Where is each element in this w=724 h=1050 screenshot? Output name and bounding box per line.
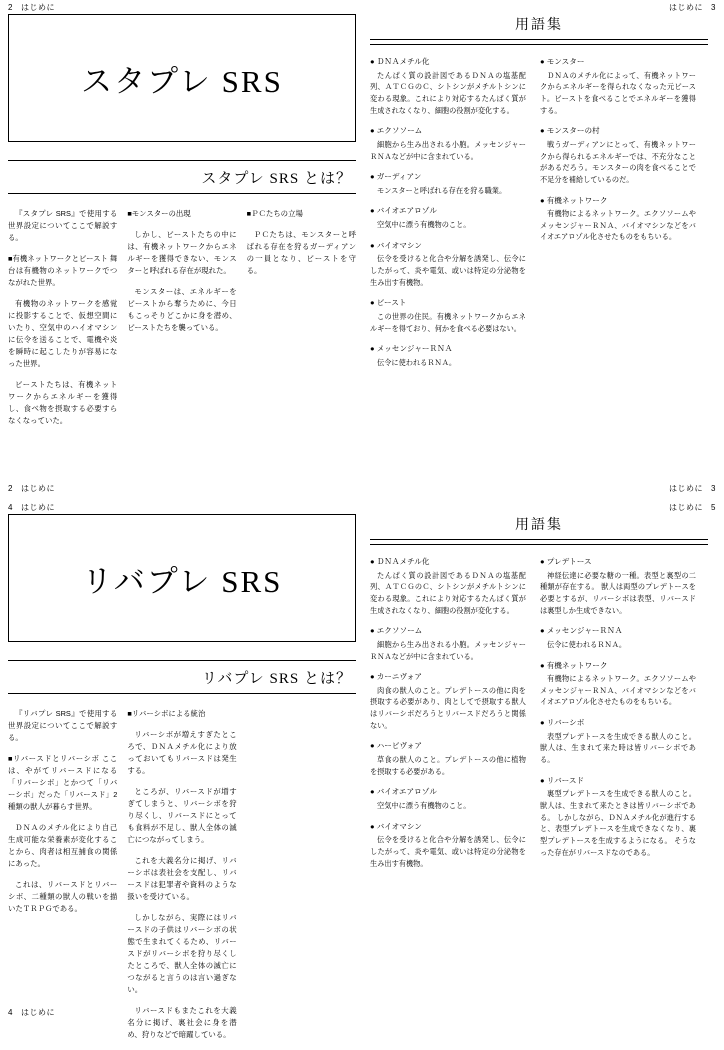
glossary-term: ● ＤＮＡメチル化 (370, 557, 526, 568)
glossary-term: ● ガーディアン (370, 172, 526, 183)
paragraph: ■モンスターの出現 (127, 209, 191, 218)
page1-body-col-1 (8, 208, 117, 436)
glossary-heading-page1: 用語集 (370, 14, 708, 40)
document-page-1 (0, 0, 724, 500)
paragraph: ■リバーシボによる統治 (127, 709, 206, 718)
glossary-term: ● バイオマシン (370, 241, 526, 252)
running-head-left-text-page1: はじめに (20, 3, 55, 12)
running-head-left-text-page2: はじめに (20, 503, 55, 512)
glossary-definition: 裏型プレデトースを生成できる獣人のこと。 獣人は、生まれて来たときは皆リバーシボである。 しかしながら、ＤＮＡメチル化が進行すると、表型プレデトースを生成できなくなり、裏型プレデトースを生成するようになる。 そうなった存在がリバースドなのである。 (540, 789, 696, 857)
paragraph: ＰＣたちは、モンスターと呼ばれる存在を狩るガーディアンの一員となり、ビーストを守る。 (246, 229, 356, 275)
paragraph: リバーシボが増えすぎたところで、ＤＮＡメチル化により放っておいてもリバースドは発生する。 (127, 729, 237, 775)
paragraph: モンスターは、エネルギーをビーストから奪うために、今日もこっそりどこかに身を潜め、ビーストたちを襲っている。 (127, 286, 237, 332)
glossary-definition: 有機物によるネットワーク。エクソソームやメッセンジャーＲＮＡ、バイオマシンなどをバイオエアロゾル化させたものをもちいる。 (540, 674, 696, 707)
paragraph: ■ＰＣたちの立場 (246, 209, 303, 218)
section-heading-page2: リバプレ SRS とは？ (8, 660, 356, 694)
page2-content (8, 514, 716, 1050)
page1-glossary-columns (370, 57, 708, 379)
page1-body-col-2 (127, 208, 236, 436)
page1-glossary-col-2 (540, 57, 696, 379)
page1-body-col-3 (247, 208, 356, 436)
page-number-left-page1: 2 (8, 3, 13, 12)
page-number-left-page2: 4 (8, 503, 13, 512)
page2-glossary-columns (370, 557, 708, 879)
paragraph: ■有機ネットワークとビースト 舞台は有機物のネットワークでつながれた世界。 (8, 253, 118, 287)
glossary-rule-page1 (370, 44, 708, 45)
page-number-right-page1: 3 (711, 3, 716, 12)
running-head-right-page2 (669, 502, 716, 513)
glossary-definition: モンスターと呼ばれる存在を狩る職業。 (377, 185, 507, 195)
title-box-page1 (8, 14, 356, 142)
glossary-definition: 神経伝達に必要な糖の一種。表型と裏型の二種類が存在する。 獣人は両型のプレデトースを必要とするが、リバーシボは表型、リバースドは裏型しか生成できない。 (540, 570, 696, 615)
paragraph: ■リバースドとリバーシボ ここは、やがてリバースドになる「リバーシボ」とかつて「リバーシボ」だった「リバースド」2種類の獣人が暮らす世界。 (8, 753, 118, 811)
paragraph: ＤＮＡのメチル化により自己生成可能な栄養素が変化することから、肉者は相互捕食の関係にあった。 (8, 822, 118, 868)
glossary-definition: 肉食の獣人のこと。プレデトースの他に肉を摂取する必要があり、肉としてで摂取する獣人はリバーシボだろうとリバースドだろうと関係ない。 (370, 685, 526, 730)
glossary-definition: 伝令に使われるＲＮＡ。 (377, 357, 457, 367)
glossary-definition: 戦うガーディアンにとって、有機ネットワークから得られるエネルギーでは、不充分なことがあるだろう。モンスターの肉を食べることで不足分を補給しているのだ。 (540, 139, 696, 184)
glossary-definition: 伝令を受けると化合や分解を誘発し、伝令にしたがって、炎や電気、或いは特定の分泌物を生み出す有機物。 (370, 835, 526, 868)
page2-body-col-3 (247, 708, 356, 1050)
page2-glossary-col-2 (540, 557, 696, 879)
glossary-definition: 空気中に漂う有機物のこと。 (377, 801, 471, 810)
page2-left-column (8, 514, 356, 1050)
glossary-definition: この世界の住民。有機ネットワークからエネルギーを得ており、何かを食べる必要はない。 (370, 311, 526, 333)
glossary-term: ● エクソソーム (370, 626, 526, 637)
glossary-term: ● エクソソーム (370, 126, 526, 137)
paragraph: これは、リバースドとリバーシボ、二種類の獣人の戦いを描いたＴＲＰＧである。 (8, 879, 118, 913)
glossary-term: ● プレデトース (540, 557, 696, 568)
glossary-term: ● ハービヴォア (370, 741, 526, 752)
paragraph: リバースドもまたこれを大義名分に掲げ、裏社会に身を潜め、狩りなどで暗躍している。 (127, 1005, 237, 1039)
glossary-term: ● ビースト (370, 298, 526, 309)
page1-left-column (8, 14, 356, 436)
glossary-term: ● カーニヴォア (370, 672, 526, 683)
page1-content (8, 14, 716, 436)
running-head-left-page1-bottom (8, 483, 55, 494)
glossary-definition: たんぱく質の設計図であるＤＮＡの塩基配列、ＡＴＣＧのＣ、シトシンがメチルトシンに変わる現象。これにより対応するたんぱく質が生成されなくなり、細胞の役割が変化する。 (370, 70, 526, 115)
glossary-definition: 細胞から生み出される小胞。メッセンジャーＲＮＡなどが中に含まれている。 (370, 139, 526, 161)
glossary-definition: 空気中に漂う有機物のこと。 (377, 220, 471, 230)
document-title-page2: リバプレ SRS (81, 563, 283, 599)
page-number-left-page2-bottom: 4 (8, 1008, 13, 1017)
page2-body-col-2 (127, 708, 236, 1050)
paragraph: 有機物のネットワークを感覚に投影することで、仮想空間にいたり、空気中のハイオマシンに伝令を送ることで、電機や炎を瞬時に起こしたりが容易になった世界。 (8, 298, 118, 368)
glossary-definition: 伝令を受けると化合や分解を誘発し、伝令にしたがって、炎や電気、或いは特定の分泌物を生み出す有機物。 (370, 254, 526, 287)
page-number-right-page1-bottom: 3 (711, 484, 716, 493)
page2-glossary-col-1 (370, 557, 526, 879)
glossary-term: ● バイオエアロゾル (370, 206, 526, 217)
page-number-right-page2: 5 (711, 503, 716, 512)
page1-body-columns (8, 208, 356, 436)
running-head-left-page2-bottom (8, 1007, 55, 1018)
page2-right-column (370, 514, 708, 1050)
glossary-definition: たんぱく質の設計図であるＤＮＡの塩基配列、ＡＴＣＧのＣ、シトシンがメチルトシンに変わる現象。これにより対応するたんぱく質が生成されなくなり、細胞の役割が変化する。 (370, 570, 526, 615)
section-heading-page1: スタプレ SRS とは？ (8, 160, 356, 194)
glossary-term: ● モンスター (540, 57, 696, 68)
glossary-heading-page2: 用語集 (370, 514, 708, 540)
document-page-2 (0, 500, 724, 1039)
glossary-definition: 草食の獣人のこと。プレデトースの他に植物を摂取する必要がある。 (370, 755, 526, 776)
running-head-right-page1-bottom (669, 483, 716, 494)
glossary-rule-page2 (370, 544, 708, 545)
paragraph: 『リバプレ SRS』で使用する世界設定についてここで解説する。 (8, 709, 118, 742)
running-head-right-text-page1-bottom: はじめに (669, 484, 704, 493)
glossary-definition: 有機物によるネットワーク。エクソソームやメッセンジャーＲＮＡ、バイオマシンなどをバイオエアロゾル化させたものをもちいる。 (540, 209, 696, 242)
running-head-left-text-page2-bottom: はじめに (20, 1008, 55, 1017)
title-box-page2 (8, 514, 356, 642)
paragraph: ところが、リバースドが増すぎてしまうと、リバーシボを狩り尽くし、リバースドにとっても食料が不足し、獣人全体の滅亡につながってしまう。 (127, 786, 237, 844)
paragraph: これを大義名分に掲げ、リバーシボは表社会を支配し、リバースドは犯罪者や資料のような扱いを受けている。 (127, 855, 237, 901)
running-head-right-text-page1: はじめに (669, 3, 704, 12)
running-head-right-page1 (669, 2, 716, 13)
paragraph: ビーストたちは、有機ネットワークからエネルギーを獲得し、食べ物を摂取する必要すらなくなっていた。 (8, 379, 118, 425)
glossary-term: ● バイオマシン (370, 822, 526, 833)
glossary-term: ● リバーシボ (540, 718, 696, 729)
glossary-term: ● リバースド (540, 776, 696, 787)
document-title-page1: スタプレ SRS (81, 63, 283, 99)
running-head-right-text-page2: はじめに (669, 503, 704, 512)
glossary-definition: 伝令に使われるＲＮＡ。 (547, 639, 627, 649)
glossary-term: ● メッセンジャーＲＮＡ (540, 626, 696, 637)
glossary-term: ● バイオエアロゾル (370, 787, 526, 798)
running-head-left-page1 (8, 2, 55, 13)
glossary-definition: ＤＮＡのメチル化によって、有機ネットワークからエネルギーを得られなくなった元ビースト。ビーストを食べることでエネルギーを獲得する。 (540, 70, 696, 115)
running-head-left-page2 (8, 502, 55, 513)
glossary-term: ● 有機ネットワーク (540, 661, 696, 672)
glossary-definition: 細胞から生み出される小胞。メッセンジャーＲＮＡなどが中に含まれている。 (370, 639, 526, 661)
page2-body-columns (8, 708, 356, 1050)
paragraph: 『スタプレ SRS』で使用する世界設定についてここで解説する。 (8, 209, 118, 242)
page2-body-col-1 (8, 708, 117, 1050)
glossary-term: ● モンスターの村 (540, 126, 696, 137)
paragraph: しかしながら、実際にはリバースドの子供はリバーシボの状態で生まれてくるため、リバースドがリバーシボを狩り尽くしたところで、獣人全体の滅亡につながると言うのは言い過ぎない。 (127, 912, 237, 994)
page1-glossary-col-1 (370, 57, 526, 379)
glossary-definition: 表型プレデトースを生成できる獣人のこと。獣人は、生まれて来た時は皆リバーシボである。 (540, 731, 696, 765)
page-number-left-page1-bottom: 2 (8, 484, 13, 493)
glossary-term: ● 有機ネットワーク (540, 196, 696, 207)
paragraph: しかし、ビーストたちの中には、有機ネットワークからエネルギーを獲得できない、モンスターと呼ばれる存在が現れた。 (127, 229, 237, 275)
glossary-term: ● メッセンジャーＲＮＡ (370, 344, 526, 355)
page1-right-column (370, 14, 708, 436)
running-head-left-text-page1-bottom: はじめに (20, 484, 55, 493)
glossary-term: ● ＤＮＡメチル化 (370, 57, 526, 68)
